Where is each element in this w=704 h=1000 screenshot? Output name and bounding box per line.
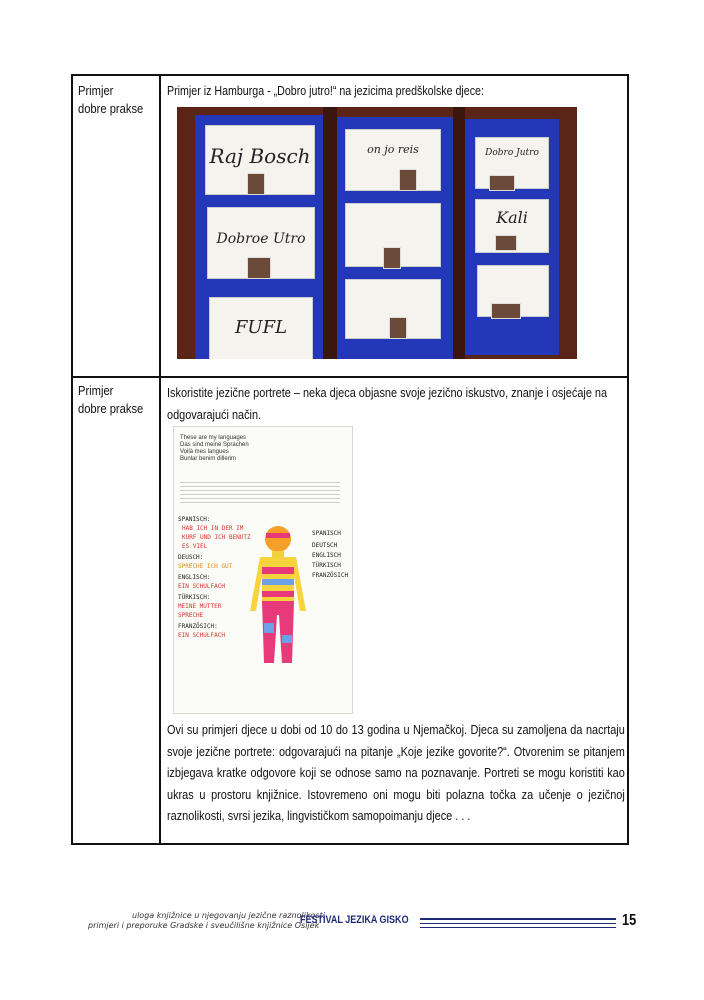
label-cell (73, 76, 161, 376)
photo-card: Kali (475, 199, 549, 253)
footer-title: FESTIVAL JEZIKA GISKO (300, 914, 409, 926)
content-cell (161, 76, 627, 376)
content-cell (161, 376, 627, 843)
footer-subtitle-line2: primjeri i preporuke Gradske i sveučilišne knjižnice Osijek (88, 921, 320, 930)
footer-rule (420, 918, 616, 920)
footer-rule (420, 923, 616, 924)
language-portrait-worksheet: These are my languages Das sind meine Sprachen Voilà mes langues Bunlar benim dillerim SPANISCH: HAB ICH IN DER IM KURF UND ICH BENUTZ ES VIEL DEUSCH: SPRECHE ICH GUT ENGLISCH: EIN SCHULFACH TÜRKISCH: MEINE MUTTER SPRECHE FRANZÖSICH: EIN SCHULFACH SPANISCH DEUTSCH ENGLISCH TÜRKISCH FRANZÖSICH (173, 426, 353, 714)
row-label: Primjer dobre prakse (78, 383, 144, 416)
example-heading: Primjer iz Hamburga - „Dobro jutro!“ na jezicima predškolske djece: (167, 83, 484, 98)
photo-card: Dobroe Utro (207, 207, 315, 279)
photo-card: Dobro Jutro (475, 137, 549, 189)
hamburg-photo (177, 107, 577, 359)
photo-card: Raj Bosch (205, 125, 315, 195)
photo-card: on jo reis (345, 129, 441, 191)
table-row (73, 76, 627, 378)
footer-rule (420, 927, 616, 928)
content-table (71, 74, 629, 845)
example-heading: Iskoristite jezične portrete – neka djeca objasne svoje jezično iskustvo, znanje i osjećaje na odgovarajući način. (167, 385, 608, 422)
child-silhouette-figure (246, 523, 310, 673)
table-row (73, 376, 627, 843)
label-cell (73, 376, 161, 843)
footer-subtitle-line1: uloga knjižnice u njegovanju jezične raznolikosti (132, 911, 325, 920)
photo-card: FUFL (209, 297, 313, 359)
page-number: 15 (622, 912, 637, 929)
row-label: Primjer dobre prakse (78, 83, 144, 116)
body-paragraph: Ovi su primjeri djece u dobi od 10 do 13 godina u Njemačkoj. Djeca su zamoljena da nacrtaju svoje jezične portrete: odgovarajući na pitanje „Koje jezike govorite?“. Otvorenim se pitanjem izbjegava kratke odgovore koji se odnose samo na poznavanje. Portreti se mogu koristiti kao ukras u prostoru knjižnice. Istovremeno oni mogu biti polazna točka za učenje o jezičnoj raznolikosti, svrsi jezika, lingvističkom samopoimanju djece . . . (167, 722, 625, 823)
